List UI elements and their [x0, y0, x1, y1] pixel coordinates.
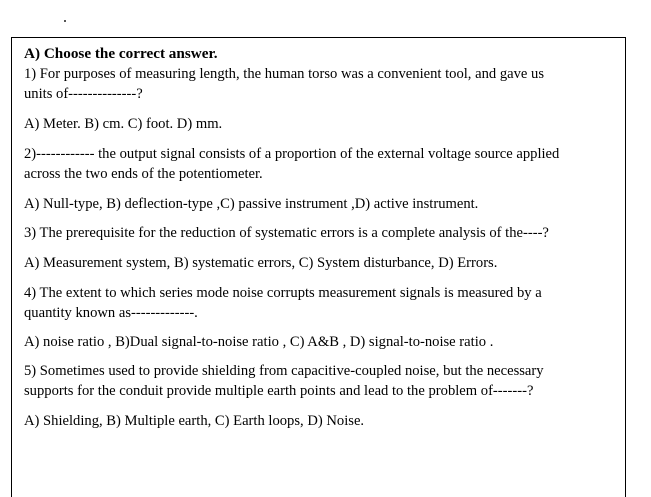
- question-2-line-1: 2)------------ the output signal consists of a proportion of the external voltage source applied: [24, 146, 560, 162]
- stray-dot: [64, 20, 66, 22]
- question-4-line-2: quantity known as-------------.: [24, 305, 198, 321]
- exam-content: [24, 44, 622, 431]
- question-5-options: A) Shielding, B) Multiple earth, C) Earth loops, D) Noise.: [24, 413, 365, 429]
- question-3-options: A) Measurement system, B) systematic errors, C) System disturbance, D) Errors.: [24, 255, 498, 271]
- question-5-line-2: supports for the conduit provide multiple earth points and lead to the problem of-------?: [24, 383, 534, 399]
- question-1-options: A) Meter. B) cm. C) foot. D) mm.: [24, 116, 223, 132]
- question-1-line-2: units of--------------?: [24, 86, 143, 102]
- question-5-line-1: 5) Sometimes used to provide shielding from capacitive-coupled noise, but the necessary: [24, 363, 544, 379]
- question-1-line-1: 1) For purposes of measuring length, the human torso was a convenient tool, and gave us: [24, 66, 544, 82]
- question-4-line-1: 4) The extent to which series mode noise corrupts measurement signals is measured by a: [24, 285, 542, 301]
- question-4-options: A) noise ratio , B)Dual signal-to-noise ratio , C) A&B , D) signal-to-noise ratio .: [24, 334, 494, 350]
- question-2-line-2: across the two ends of the potentiometer.: [24, 166, 263, 182]
- question-3-line-1: 3) The prerequisite for the reduction of systematic errors is a complete analysis of the----?: [24, 225, 549, 241]
- section-title: A) Choose the correct answer.: [24, 45, 218, 62]
- question-2-options: A) Null-type, B) deflection-type ,C) passive instrument ,D) active instrument.: [24, 196, 479, 212]
